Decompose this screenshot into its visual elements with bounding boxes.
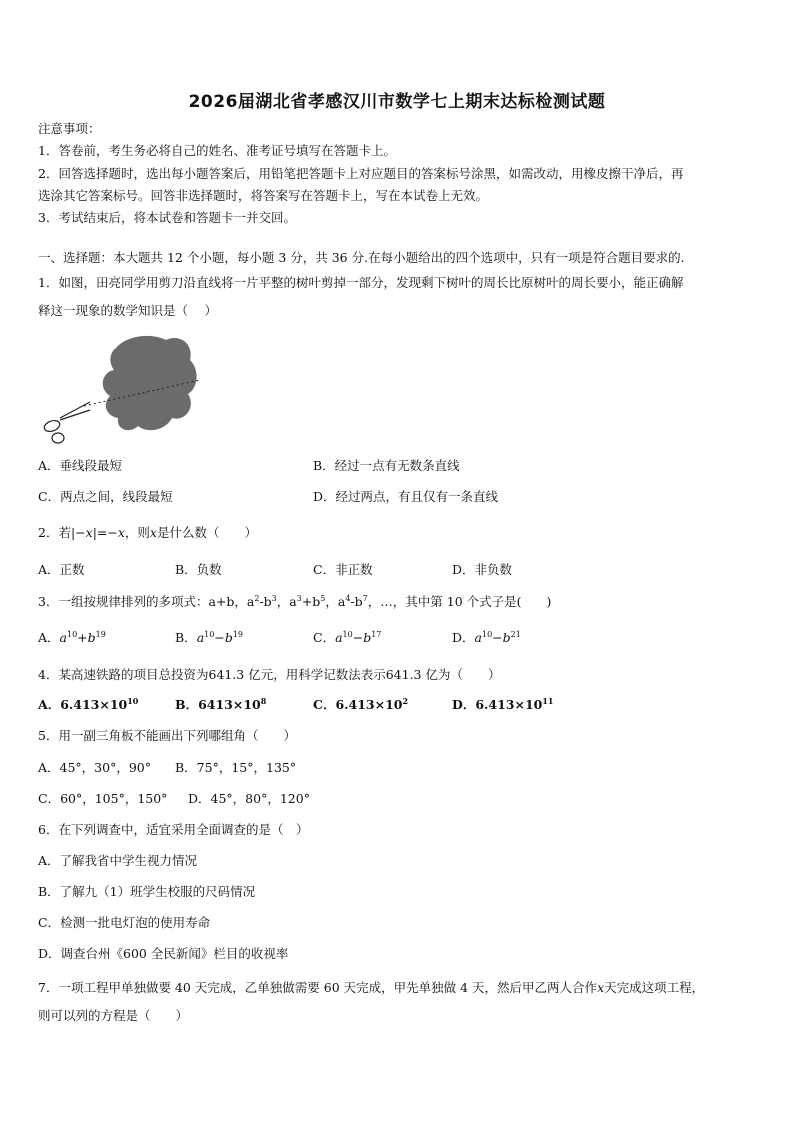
notice-item-1: 1．答卷前，考生务必将自己的姓名、准考证号填写在答题卡上。 (38, 143, 396, 158)
q3-stem-sup: 3 (296, 593, 302, 603)
q3-stem-part: -b (259, 594, 272, 609)
q5-option-a: A．45°，30°，90° (38, 760, 151, 775)
option-text: D．6.413×10 (452, 697, 543, 712)
q3-stem-part: ，…，其中第 10 个式子是( ) (367, 594, 552, 609)
q6-option-a: A．了解我省中学生视力情况 (38, 853, 198, 868)
q2-stem-end: 是什么数（ ） (156, 525, 257, 540)
q7-variable: x (597, 980, 605, 995)
option-base: b (502, 630, 511, 645)
q6-option-c: C．检测一批电灯泡的使用寿命 (38, 915, 211, 930)
option-exp: 10 (481, 629, 493, 639)
q3-option-d (452, 630, 521, 646)
option-exp: 8 (260, 695, 267, 706)
option-exp: 10 (204, 629, 215, 639)
q1-stem-line1: 1．如图，田亮同学用剪刀沿直线将一片平整的树叶剪掉一部分，发现剩下树叶的周长比原树叶的周长要小，能正确解 (38, 275, 684, 290)
option-text: C．6.413×10 (313, 697, 403, 712)
option-exp: 19 (232, 629, 244, 639)
q2-stem-start: 2．若 (38, 525, 71, 540)
option-base: b (363, 630, 372, 645)
q3-stem-part: +b (301, 594, 321, 609)
q7-stem-line2: 则可以列的方程是（ ） (38, 1008, 189, 1023)
q2-stem-mid: ，则 (124, 525, 150, 540)
q1-option-a: A．垂线段最短 (38, 458, 123, 473)
q4-option-d (452, 697, 554, 713)
q3-option-b (175, 630, 243, 646)
q6-option-b: B．了解九（1）班学生校服的尺码情况 (38, 884, 256, 899)
option-operator: − (352, 630, 364, 645)
option-exp: 19 (95, 629, 106, 639)
q5-option-d: D．45°，80°，120° (188, 791, 310, 806)
q2-stem (38, 525, 257, 541)
leaf-shape (103, 336, 197, 430)
q2-option-a: A．正数 (38, 562, 85, 577)
q5-option-c: C．60°，105°，150° (38, 791, 168, 806)
option-exp: 10 (127, 695, 139, 706)
option-text: A．6.413×10 (38, 697, 128, 712)
q3-stem-part: ，a (276, 594, 297, 609)
notice-item-2: 2．回答选择题时，选出每小题答案后，用铅笔把答题卡上对应题目的答案标号涂黑，如需改动，用橡皮擦干净后，再 (38, 166, 684, 181)
option-base: a (474, 630, 482, 645)
q6-stem: 6．在下列调查中，适宜采用全面调查的是（ ） (38, 822, 309, 837)
option-exp: 2 (402, 695, 409, 706)
q3-stem-part: ，a (325, 594, 346, 609)
scissors-icon (43, 402, 90, 443)
q1-option-c: C．两点之间，线段最短 (38, 489, 173, 504)
option-exp: 21 (510, 629, 521, 639)
q3-stem-sup: 4 (345, 593, 351, 603)
leaf-scissors-figure (38, 330, 208, 446)
q1-stem-line2: 释这一现象的数学知识是（ ） (38, 303, 217, 318)
q4-option-a (38, 697, 138, 713)
q7-stem-part: 7．一项工程甲单独做要 40 天完成，乙单独做需要 60 天完成，甲先单独做 4 天，然后甲乙两人合作 (38, 980, 598, 995)
q6-option-d: D．调查台州《600 全民新闻》栏目的收视率 (38, 946, 289, 961)
q3-stem-sup: 5 (320, 593, 326, 603)
q3-stem (38, 594, 551, 610)
q7-stem-line1 (38, 980, 704, 996)
option-exp: 11 (542, 695, 554, 706)
option-label: C． (313, 630, 336, 645)
q2-option-b: B．负数 (175, 562, 222, 577)
option-operator: − (214, 630, 225, 645)
q5-stem: 5．用一副三角板不能画出下列哪组角（ ） (38, 728, 296, 743)
option-exp: 10 (342, 629, 353, 639)
option-exp: 10 (66, 629, 78, 639)
option-base: a (59, 630, 67, 645)
option-base: b (224, 630, 233, 645)
option-text: B．6413×10 (175, 697, 261, 712)
notice-item-2-cont: 选涂其它答案标号。回答非选择题时，将答案写在答题卡上，写在本试卷上无效。 (38, 188, 489, 203)
q3-option-a (38, 630, 106, 646)
section-heading: 一、选择题：本大题共 12 个小题，每小题 3 分，共 36 分.在每小题给出的四个选项中，只有一项是符合题目要求的. (38, 250, 685, 265)
q3-stem-part: -b (350, 594, 363, 609)
q4-stem: 4．某高速铁路的项目总投资为641.3 亿元，用科学记数法表示641.3 亿为（ ） (38, 667, 501, 682)
option-operator: − (492, 630, 503, 645)
q4-option-c (313, 697, 408, 713)
option-base: b (87, 630, 96, 645)
notice-item-3: 3．考试结束后，将本试卷和答题卡一并交回。 (38, 210, 296, 225)
q3-stem-sup: 2 (254, 593, 260, 603)
q4-option-b (175, 697, 266, 713)
option-base: a (335, 630, 343, 645)
q2-expression: |−x|=−x (70, 525, 125, 540)
notice-heading: 注意事项： (38, 121, 101, 136)
option-label: B． (175, 630, 197, 645)
option-label: D． (452, 630, 475, 645)
q7-stem-part: 天完成这项工程， (604, 980, 705, 995)
q3-stem-part: 3．一组按规律排列的多项式：a+b，a (38, 594, 255, 609)
option-exp: 17 (371, 629, 382, 639)
option-operator: + (77, 630, 88, 645)
q5-option-b: B．75°，15°，135° (175, 760, 297, 775)
page-title: 2026届湖北省孝感汉川市数学七上期末达标检测试题 (188, 92, 606, 112)
q2-option-d: D．非负数 (452, 562, 513, 577)
q2-option-c: C．非正数 (313, 562, 373, 577)
q1-option-b: B．经过一点有无数条直线 (313, 458, 460, 473)
q1-option-d: D．经过两点，有且仅有一条直线 (313, 489, 499, 504)
option-base: a (196, 630, 205, 645)
q2-variable: x (149, 525, 157, 540)
q3-stem-sup: 3 (271, 593, 277, 603)
q3-stem-sup: 7 (362, 593, 368, 603)
q3-option-c (313, 630, 381, 646)
option-label: A． (38, 630, 60, 645)
